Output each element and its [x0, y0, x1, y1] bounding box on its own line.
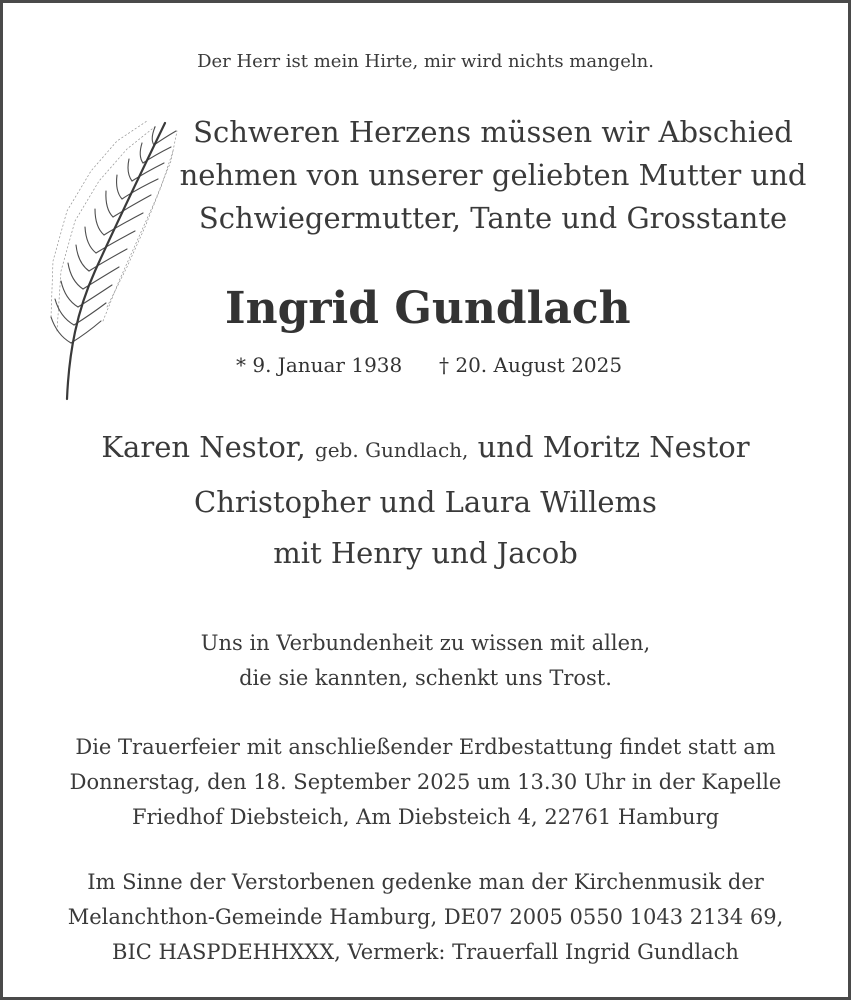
deceased-name: Ingrid Gundlach — [225, 283, 631, 334]
donation-line-3: BIC HASPDEHHXXX, Vermerk: Trauerfall Ingrid Gundlach — [112, 940, 739, 964]
family-name-moritz: und Moritz Nestor — [477, 430, 750, 464]
intro-line-3: Schwiegermutter, Tante und Grosstante — [198, 201, 788, 235]
ceremony-line-1: Die Trauerfeier mit anschließender Erdbestattung findet statt am — [75, 735, 776, 759]
family-line-2: Christopher und Laura Willems — [194, 485, 657, 519]
ceremony-line-3: Friedhof Diebsteich, Am Diebsteich 4, 22761 Hamburg — [131, 805, 720, 829]
death-date: † 20. August 2025 — [439, 353, 623, 377]
ceremony-line-2: Donnerstag, den 18. September 2025 um 13.30 Uhr in der Kapelle — [69, 770, 782, 794]
family-name-karen: Karen Nestor, — [101, 430, 306, 464]
family-line-3: mit Henry und Jacob — [273, 536, 578, 570]
donation-line-2: Melanchthon-Gemeinde Hamburg, DE07 2005 0550 1043 2134 69, — [67, 905, 784, 929]
family-line-1 — [3, 430, 848, 464]
bible-verse: Der Herr ist mein Hirte, mir wird nichts mangeln. — [197, 51, 654, 72]
birth-date: * 9. Januar 1938 — [236, 353, 403, 377]
comfort-line-2: die sie kannten, schenkt uns Trost. — [239, 666, 612, 690]
wheat-ear-icon — [47, 111, 181, 401]
intro-line-1: Schweren Herzens müssen wir Abschied — [193, 115, 793, 149]
family-maiden-name: geb. Gundlach, — [314, 438, 469, 462]
comfort-line-1: Uns in Verbundenheit zu wissen mit allen, — [200, 631, 651, 655]
intro-line-2: nehmen von unserer geliebten Mutter und — [179, 158, 807, 192]
donation-line-1: Im Sinne der Verstorbenen gedenke man der Kirchenmusik der — [87, 870, 764, 894]
